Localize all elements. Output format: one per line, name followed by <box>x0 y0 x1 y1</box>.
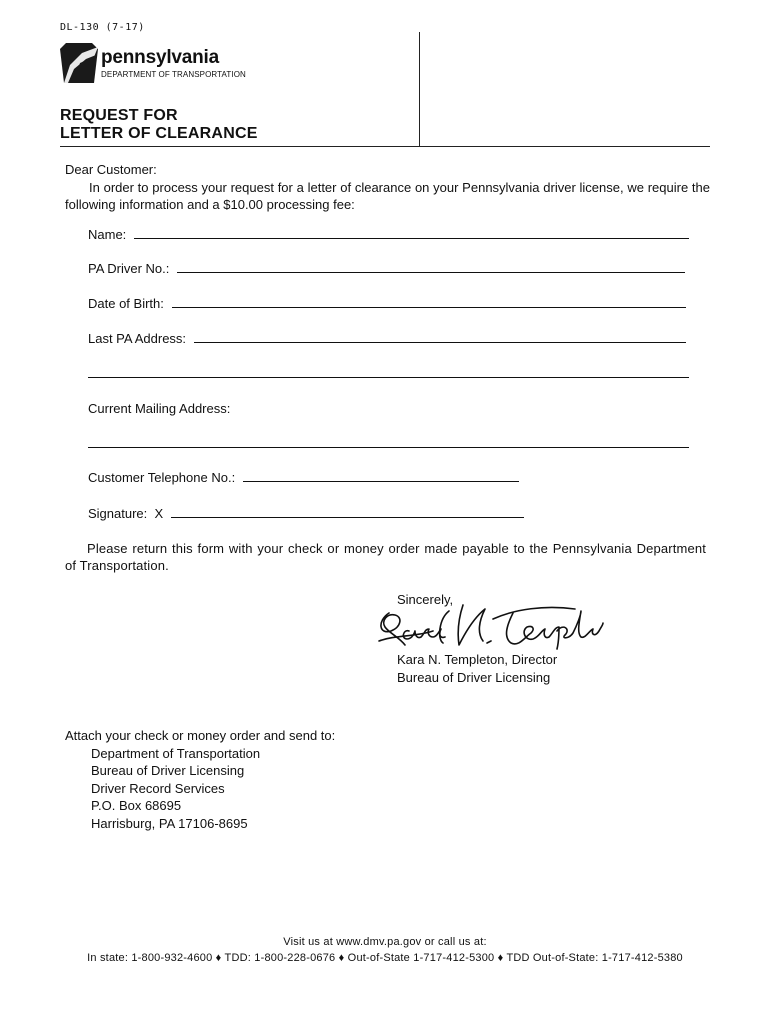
mailing-address-line-3: Driver Record Services <box>91 780 225 796</box>
driver-number-label: PA Driver No.: <box>88 261 170 276</box>
mailing-address-line-4: P.O. Box 68695 <box>91 798 182 813</box>
dob-label: Date of Birth: <box>88 296 164 311</box>
last-address-field[interactable] <box>88 331 686 346</box>
telephone-line[interactable] <box>243 470 519 482</box>
name-label: Name: <box>88 227 127 242</box>
keystone-icon <box>60 43 98 83</box>
driver-number-line[interactable] <box>177 261 685 273</box>
name-field[interactable] <box>88 227 689 242</box>
telephone-field[interactable] <box>88 470 519 485</box>
footer-phone-numbers: In state: 1-800-932-4600 ♦ TDD: 1-800-228-0676 ♦ Out-of-State 1-717-412-5300 ♦ TDD Out-of-State: 1-717-412-5380 <box>87 952 683 964</box>
name-line[interactable] <box>134 227 689 239</box>
dob-field[interactable] <box>88 296 686 311</box>
penndot-logo <box>60 43 250 85</box>
return-instruction: Please return this form with your check or money order made payable to the Pennsylvania Department of Transportation. <box>65 541 706 573</box>
salutation: Dear Customer: <box>65 162 157 177</box>
footer-visit: Visit us at www.dmv.pa.gov or call us at: <box>283 936 487 948</box>
title-line-1: REQUEST FOR <box>60 107 178 124</box>
last-address-line-2[interactable] <box>88 366 689 381</box>
mailing-address-line-2: Bureau of Driver Licensing <box>91 763 245 778</box>
mailing-address-field[interactable] <box>88 436 689 451</box>
telephone-label: Customer Telephone No.: <box>88 470 236 485</box>
mailing-address-line-1: Department of Transportation <box>91 745 261 761</box>
page-title <box>60 107 258 143</box>
signer-block <box>397 651 557 687</box>
last-address-label: Last PA Address: <box>88 331 187 346</box>
last-address-line-2-rule[interactable] <box>88 366 689 378</box>
title-line-2: LETTER OF CLEARANCE <box>60 125 258 142</box>
mailing-intro: Attach your check or money order and send to: <box>65 728 336 743</box>
header-divider-vertical <box>419 32 420 147</box>
handwritten-signature <box>375 601 605 658</box>
dob-line[interactable] <box>172 296 686 308</box>
mailing-address-label: Current Mailing Address: <box>88 401 231 416</box>
sincerely: Sincerely, <box>397 592 454 607</box>
signature-field[interactable] <box>88 506 524 521</box>
logo-name: pennsylvania <box>101 47 219 68</box>
logo-department: DEPARTMENT OF TRANSPORTATION <box>101 70 246 79</box>
signature-line[interactable] <box>171 506 524 518</box>
mailing-address-line-5: Harrisburg, PA 17106-8695 <box>91 815 248 831</box>
driver-number-field[interactable] <box>88 261 685 276</box>
intro-paragraph: In order to process your request for a letter of clearance on your Pennsylvania driver license, we require the following information and a $10.00 processing fee: <box>65 180 710 212</box>
mailing-instructions <box>65 727 335 832</box>
signer-bureau: Bureau of Driver Licensing <box>397 670 551 685</box>
last-address-line[interactable] <box>194 331 686 343</box>
signature-label: Signature: X <box>88 506 164 521</box>
form-number: DL-130 (7-17) <box>60 22 145 33</box>
header-divider-horizontal <box>60 146 710 147</box>
signer-name: Kara N. Templeton, Director <box>397 652 558 667</box>
mailing-address-line[interactable] <box>88 436 689 448</box>
